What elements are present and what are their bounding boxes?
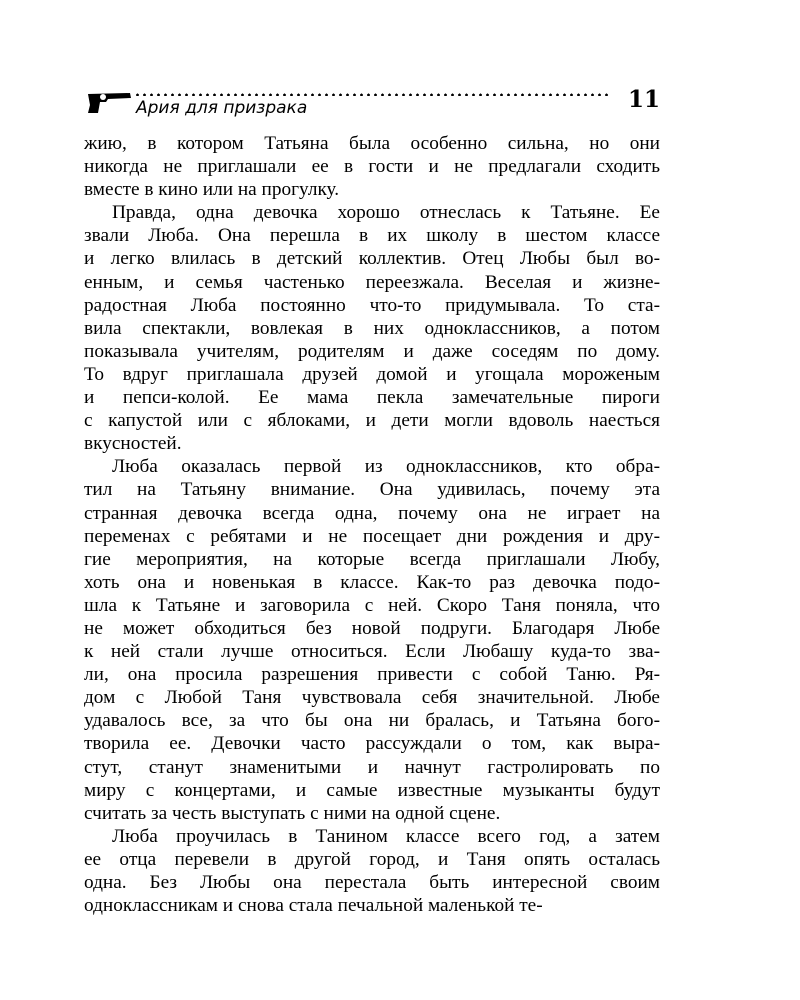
text-line: хоть она и новенькая в классе. Как-то раз девочка подо- xyxy=(84,571,660,593)
text-line: жию, в котором Татьяна была особенно сильна, но они xyxy=(84,133,660,154)
text-line: шла к Татьяне и заговорила с ней. Скоро Таня поняла, что xyxy=(84,594,660,616)
paragraph xyxy=(84,132,660,201)
text-line: ее отца перевели в другой город, и Таня опять осталась xyxy=(84,848,660,870)
text-line: с капустой или с яблоками, и дети могли вдоволь наесться xyxy=(84,410,660,432)
text-line: показывала учителям, родителям и даже соседям по дому. xyxy=(84,340,660,362)
text-line: не может обходиться без новой подруги. Благодаря Любе xyxy=(84,617,660,639)
revolver-icon xyxy=(84,88,134,116)
text-line: миру с концертами, и самые известные музыканты будут xyxy=(84,779,660,801)
page-number: 11 xyxy=(627,86,660,113)
text-line: ли, она просила разрешения привести с собой Таню. Ря- xyxy=(84,664,660,686)
text-line: удавалось все, за что бы она ни бралась, и Татьяна бого- xyxy=(84,710,660,732)
text-line: гие мероприятия, на которые всегда приглашали Любу, xyxy=(84,548,660,570)
paragraph xyxy=(84,825,660,917)
paragraph xyxy=(84,201,660,455)
text-line: одна. Без Любы она перестала быть интересной своим xyxy=(84,872,660,893)
body-text xyxy=(84,132,660,917)
text-line: звали Люба. Она перешла в их школу в шестом классе xyxy=(84,225,660,247)
text-line: То вдруг приглашала друзей домой и угощала мороженым xyxy=(84,363,660,385)
text-line: дом с Любой Таня чувствовала себя значительной. Любе xyxy=(84,687,660,709)
text-line: Люба оказалась первой из одноклассников, кто обра- xyxy=(112,456,660,478)
text-line: вместе в кино или на прогулку. xyxy=(84,179,340,201)
paragraph xyxy=(84,455,660,825)
text-line: Люба проучилась в Танином классе всего год, а затем xyxy=(112,825,660,847)
text-line: енным, и семья частенько переезжала. Веселая и жизне- xyxy=(84,271,660,293)
text-line: никогда не приглашали ее в гости и не предлагали сходить xyxy=(84,156,660,178)
text-line: тил на Татьяну внимание. Она удивилась, почему эта xyxy=(84,479,660,501)
text-line: радостная Люба постоянно что-то придумывала. То ста- xyxy=(84,294,660,316)
text-line: переменах с ребятами и не посещает дни рождения и дру- xyxy=(84,525,660,547)
header-dotted-rule xyxy=(134,93,610,96)
text-line: вкусностей. xyxy=(84,433,182,455)
text-line: и легко влилась в детский коллектив. Отец Любы был во- xyxy=(84,248,660,270)
text-line: к ней стали лучше относиться. Если Любашу куда-то зва- xyxy=(84,641,660,663)
page-header xyxy=(84,84,660,120)
text-line: и пепси-колой. Ее мама пекла замечательные пироги xyxy=(84,387,660,409)
running-title: Ария для призрака xyxy=(136,98,308,118)
text-line: вила спектакли, вовлекая в них одноклассников, а потом xyxy=(84,317,660,339)
text-line: считать за честь выступать с ними на одной сцене. xyxy=(84,802,501,824)
text-line: Правда, одна девочка хорошо отнеслась к Татьяне. Ее xyxy=(112,202,660,224)
text-line: одноклассникам и снова стала печальной маленькой те- xyxy=(84,895,543,917)
text-line: творила ее. Девочки часто рассуждали о том, как выра- xyxy=(84,733,660,755)
text-line: странная девочка всегда одна, почему она не играет на xyxy=(84,502,660,524)
text-line: стут, станут знаменитыми и начнут гастролировать по xyxy=(84,756,660,778)
